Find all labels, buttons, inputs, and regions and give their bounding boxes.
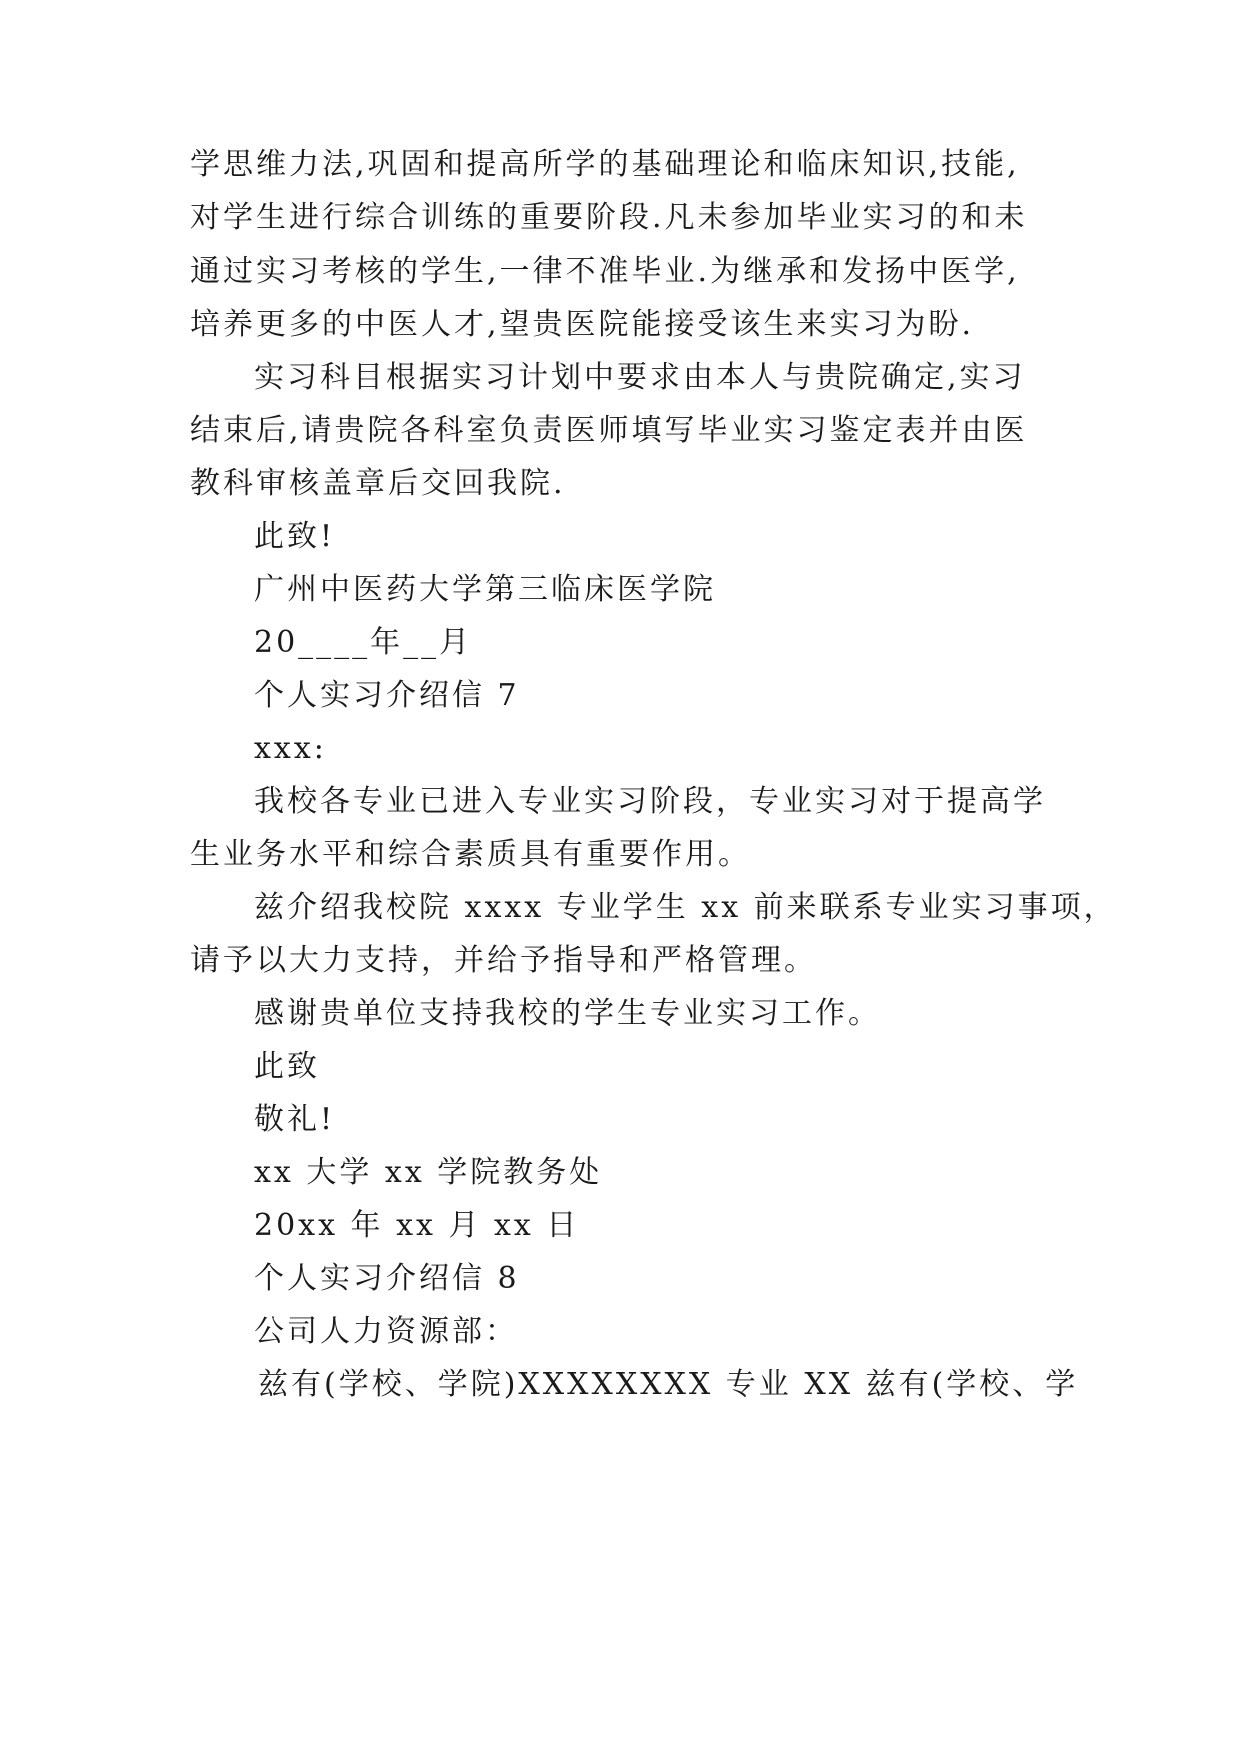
signature-org: 广州中医药大学第三临床医学院	[254, 572, 716, 607]
text-line: 感谢贵单位支持我校的学生专业实习工作。	[254, 996, 881, 1031]
text-line: 对学生进行综合训练的重要阶段.凡未参加毕业实习的和未	[190, 200, 1028, 235]
recipient: xxx:	[254, 731, 327, 766]
signature-date: 20xx 年 xx 月 xx 日	[254, 1208, 580, 1243]
text-line: 请予以大力支持，并给予指导和严格管理。	[190, 943, 817, 978]
text-line: 通过实习考核的学生,一律不准毕业.为继承和发扬中医学,	[190, 254, 1020, 289]
section-heading: 个人实习介绍信 8	[254, 1261, 520, 1296]
text-line: 结束后,请贵院各科室负责医师填写毕业实习鉴定表并由医	[190, 413, 1028, 448]
text-line: 教科审核盖章后交回我院.	[190, 466, 566, 501]
text-line: 培养更多的中医人才,望贵医院能接受该生来实习为盼.	[190, 307, 975, 342]
salutation: 此致	[254, 1049, 320, 1084]
text-line: 兹介绍我校院 xxxx 专业学生 xx 前来联系专业实习事项，	[254, 890, 1117, 925]
text-line: 学思维力法,巩固和提高所学的基础理论和临床知识,技能,	[190, 147, 1020, 182]
salutation: 此致!	[254, 519, 336, 554]
text-line: 生业务水平和综合素质具有重要作用。	[190, 837, 751, 872]
signature-org: xx 大学 xx 学院教务处	[254, 1155, 603, 1190]
text-line: 实习科目根据实习计划中要求由本人与贵院确定,实习	[254, 360, 1026, 395]
signature-date: 20____年__月	[254, 625, 473, 660]
section-heading: 个人实习介绍信 7	[254, 678, 520, 713]
recipient: 公司人力资源部：	[254, 1314, 518, 1349]
text-line: 我校各专业已进入专业实习阶段，专业实习对于提高学	[254, 784, 1046, 819]
text-line: 兹有(学校、学院)XXXXXXXX 专业 XX 兹有(学校、学	[258, 1367, 1079, 1402]
salutation: 敬礼!	[254, 1102, 336, 1137]
